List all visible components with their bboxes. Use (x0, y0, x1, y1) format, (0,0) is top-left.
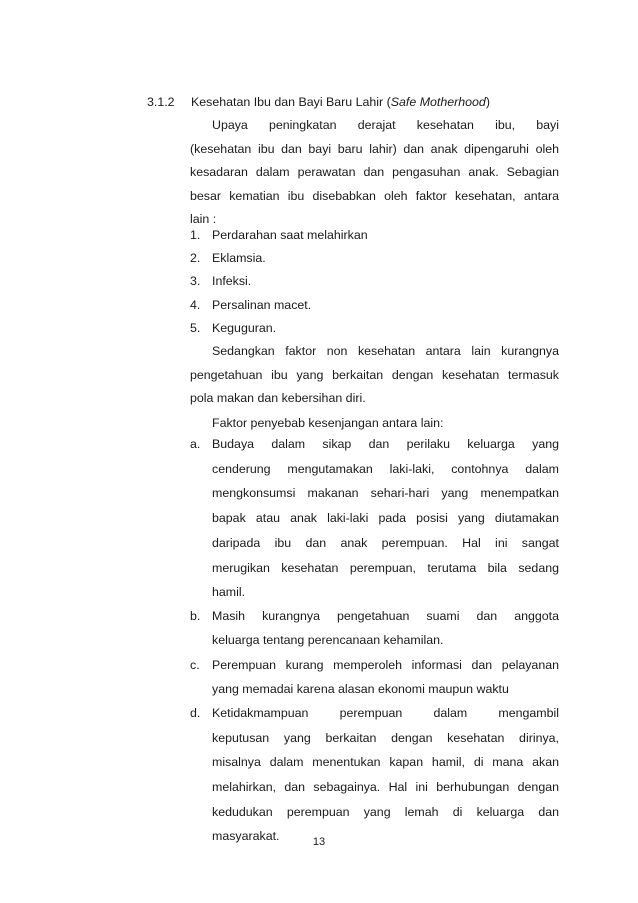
list-number: 1. (190, 228, 201, 242)
list-item: Infeksi. (212, 274, 252, 288)
list-letter: a. (190, 437, 201, 451)
list-number: 3. (190, 274, 201, 288)
gap-intro: Faktor penyebab kesenjangan antara lain: (212, 416, 444, 430)
gap-item-line: cenderung mengutamakan laki-laki, contohnya dalam (212, 462, 559, 476)
nonhealth-line: Sedangkan faktor non kesehatan antara lain kurangnya (212, 344, 559, 358)
section-title-suffix: ) (485, 95, 490, 109)
intro-line: lain : (190, 212, 217, 226)
list-item: Perdarahan saat melahirkan (212, 228, 368, 242)
page-number: 13 (312, 836, 326, 848)
list-number: 2. (190, 251, 201, 265)
gap-item-line: kedudukan perempuan yang lemah di keluarga dan (212, 805, 559, 819)
gap-item-line: yang memadai karena alasan ekonomi maupun waktu (212, 682, 509, 696)
gap-item-line: Masih kurangnya pengetahuan suami dan anggota (212, 609, 559, 623)
list-item: Persalinan macet. (212, 298, 312, 312)
gap-item-line: misalnya dalam menentukan kapan hamil, di mana akan (212, 755, 559, 769)
list-item: Eklamsia. (212, 251, 266, 265)
gap-item-line: Ketidakmampuan perempuan dalam mengambil (212, 706, 559, 720)
section-number: 3.1.2 (147, 95, 175, 109)
intro-line: (kesehatan ibu dan bayi baru lahir) dan anak dipengaruhi oleh (190, 142, 559, 156)
intro-line: kesadaran dalam perawatan dan pengasuhan anak. Sebagian (190, 165, 559, 179)
gap-item-line: hamil. (212, 585, 246, 599)
gap-item-line: keputusan yang berkaitan dengan kesehatan dirinya, (212, 731, 559, 745)
gap-item-line: mengkonsumsi makanan sehari-hari yang menempatkan (212, 486, 559, 500)
gap-item-line: Budaya dalam sikap dan perilaku keluarga yang (212, 437, 559, 451)
list-item: Keguguran. (212, 321, 277, 335)
section-title-italic: Safe Motherhood (390, 95, 486, 109)
gap-item-line: keluarga tentang perencanaan kehamilan. (212, 633, 444, 647)
list-number: 4. (190, 298, 201, 312)
gap-item-line: Perempuan kurang memperoleh informasi dan pelayanan (212, 658, 559, 672)
gap-item-line: merugikan kesehatan perempuan, terutama bila sedang (212, 561, 559, 575)
gap-item-line: masyarakat. (212, 829, 280, 843)
gap-item-line: melahirkan, dan sebagainya. Hal ini berhubungan dengan (212, 780, 559, 794)
list-letter: b. (190, 609, 201, 623)
list-number: 5. (190, 321, 201, 335)
gap-item-line: daripada ibu dan anak perempuan. Hal ini sangat (212, 536, 559, 550)
section-title-prefix: Kesehatan Ibu dan Bayi Baru Lahir ( (191, 95, 391, 109)
gap-item-line: bapak atau anak laki-laki pada posisi yang diutamakan (212, 511, 559, 525)
intro-line: Upaya peningkatan derajat kesehatan ibu, bayi (212, 118, 559, 132)
list-letter: d. (190, 706, 201, 720)
intro-line: besar kematian ibu disebabkan oleh faktor kesehatan, antara (190, 189, 559, 203)
nonhealth-line: pola makan dan kebersihan diri. (190, 391, 366, 405)
nonhealth-line: pengetahuan ibu yang berkaitan dengan kesehatan termasuk (190, 368, 559, 382)
section-title (191, 94, 490, 110)
list-letter: c. (190, 658, 200, 672)
